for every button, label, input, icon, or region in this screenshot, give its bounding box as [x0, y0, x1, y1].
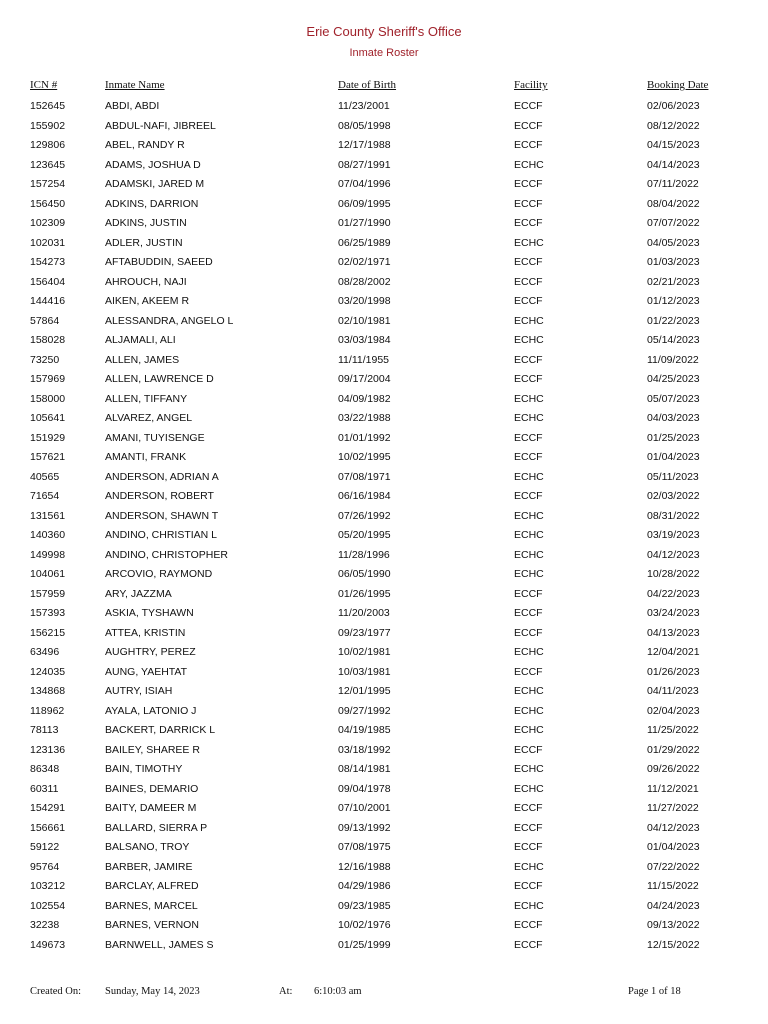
cell-booking-date: 01/22/2023 [647, 314, 700, 327]
cell-booking-date: 08/12/2022 [647, 119, 700, 132]
table-row [0, 799, 768, 819]
column-header-name: Inmate Name [105, 79, 165, 91]
table-row [0, 253, 768, 273]
table-row [0, 156, 768, 176]
cell-booking-date: 04/24/2023 [647, 899, 700, 912]
cell-date-of-birth: 04/19/1985 [338, 724, 391, 736]
cell-facility: ECCF [514, 217, 543, 229]
cell-inmate-name: ADKINS, JUSTIN [105, 217, 187, 229]
table-row [0, 175, 768, 195]
cell-inmate-name: BAITY, DAMEER M [105, 802, 197, 814]
cell-inmate-name: BARNES, VERNON [105, 919, 199, 931]
cell-booking-date: 11/15/2022 [647, 880, 699, 892]
table-row [0, 565, 768, 585]
cell-facility: ECCF [514, 802, 543, 814]
table-row [0, 409, 768, 429]
cell-booking-date: 11/12/2021 [647, 782, 699, 795]
cell-date-of-birth: 02/02/1971 [338, 256, 391, 268]
cell-facility: ECCF [514, 275, 543, 288]
table-row [0, 370, 768, 390]
cell-booking-date: 02/06/2023 [647, 100, 700, 112]
cell-booking-date: 04/05/2023 [647, 236, 700, 249]
cell-date-of-birth: 07/10/2001 [338, 802, 391, 814]
cell-facility: ECHC [514, 763, 544, 775]
cell-booking-date: 07/11/2022 [647, 178, 699, 190]
cell-facility: ECHC [514, 470, 544, 483]
cell-icn: 155902 [30, 119, 66, 132]
cell-facility: ECCF [514, 100, 543, 112]
cell-booking-date: 02/03/2022 [647, 490, 700, 502]
cell-icn: 60311 [30, 782, 59, 795]
cell-inmate-name: BACKERT, DARRICK L [105, 724, 216, 736]
table-row [0, 390, 768, 410]
cell-booking-date: 05/11/2023 [647, 470, 699, 483]
cell-inmate-name: ADAMS, JOSHUA D [105, 158, 201, 171]
cell-date-of-birth: 03/03/1984 [338, 334, 391, 346]
cell-inmate-name: BARNWELL, JAMES S [105, 938, 214, 951]
cell-booking-date: 10/28/2022 [647, 568, 700, 580]
cell-facility: ECHC [514, 646, 544, 658]
cell-inmate-name: ADLER, JUSTIN [105, 236, 183, 249]
cell-inmate-name: AUTRY, ISIAH [105, 685, 173, 697]
table-row [0, 117, 768, 137]
page-number: Page 1 of 18 [628, 986, 681, 997]
cell-booking-date: 05/07/2023 [647, 392, 700, 405]
cell-booking-date: 01/04/2023 [647, 841, 700, 853]
table-row [0, 604, 768, 624]
cell-date-of-birth: 01/25/1999 [338, 938, 391, 951]
cell-facility: ECCF [514, 451, 543, 463]
cell-booking-date: 03/19/2023 [647, 529, 700, 541]
cell-icn: 152645 [30, 100, 66, 112]
cell-booking-date: 04/12/2023 [647, 821, 700, 834]
cell-icn: 102554 [30, 899, 66, 912]
cell-facility: ECCF [514, 178, 543, 190]
cell-icn: 104061 [30, 568, 66, 580]
cell-date-of-birth: 12/01/1995 [338, 685, 391, 697]
cell-facility: ECCF [514, 197, 543, 210]
table-row [0, 936, 768, 956]
cell-facility: ECHC [514, 412, 544, 424]
cell-facility: ECCF [514, 587, 543, 600]
cell-date-of-birth: 08/28/2002 [338, 275, 391, 288]
cell-date-of-birth: 09/23/1977 [338, 626, 391, 639]
cell-icn: 40565 [30, 470, 60, 483]
cell-facility: ECCF [514, 743, 543, 756]
cell-icn: 156450 [30, 197, 66, 210]
cell-date-of-birth: 10/02/1976 [338, 919, 391, 931]
cell-inmate-name: ADAMSKI, JARED M [105, 178, 205, 190]
cell-icn: 151929 [30, 431, 66, 444]
cell-date-of-birth: 04/09/1982 [338, 392, 391, 405]
cell-date-of-birth: 02/10/1981 [338, 314, 391, 327]
cell-icn: 158028 [30, 334, 66, 346]
cell-date-of-birth: 10/02/1981 [338, 646, 391, 658]
cell-icn: 123136 [30, 743, 66, 756]
cell-inmate-name: BALLARD, SIERRA P [105, 821, 208, 834]
cell-inmate-name: AMANI, TUYISENGE [105, 431, 205, 444]
cell-facility: ECCF [514, 490, 543, 502]
cell-booking-date: 04/22/2023 [647, 587, 700, 600]
cell-facility: ECHC [514, 334, 544, 346]
roster-table [0, 97, 768, 955]
cell-icn: 73250 [30, 353, 60, 366]
table-row [0, 897, 768, 917]
cell-date-of-birth: 10/02/1995 [338, 451, 391, 463]
cell-icn: 78113 [30, 724, 59, 736]
cell-icn: 123645 [30, 158, 66, 171]
cell-date-of-birth: 11/20/2003 [338, 607, 390, 619]
cell-date-of-birth: 05/20/1995 [338, 529, 391, 541]
cell-booking-date: 12/15/2022 [647, 938, 700, 951]
table-row [0, 663, 768, 683]
cell-inmate-name: ABDI, ABDI [105, 100, 160, 112]
table-row [0, 507, 768, 527]
cell-icn: 157959 [30, 587, 66, 600]
cell-icn: 63496 [30, 646, 60, 658]
cell-facility: ECHC [514, 158, 544, 171]
cell-date-of-birth: 08/05/1998 [338, 119, 391, 132]
table-row [0, 526, 768, 546]
cell-inmate-name: ASKIA, TYSHAWN [105, 607, 194, 619]
cell-booking-date: 09/13/2022 [647, 919, 700, 931]
table-row [0, 312, 768, 332]
cell-inmate-name: ADKINS, DARRION [105, 197, 199, 210]
cell-facility: ECHC [514, 548, 544, 561]
cell-booking-date: 04/12/2023 [647, 548, 700, 561]
cell-facility: ECHC [514, 236, 544, 249]
cell-icn: 157393 [30, 607, 66, 619]
cell-inmate-name: AMANTI, FRANK [105, 451, 187, 463]
cell-facility: ECHC [514, 392, 544, 405]
cell-facility: ECHC [514, 724, 544, 736]
cell-booking-date: 04/15/2023 [647, 139, 700, 151]
cell-icn: 157254 [30, 178, 66, 190]
cell-booking-date: 02/04/2023 [647, 704, 700, 717]
cell-facility: ECHC [514, 685, 544, 697]
cell-inmate-name: BAILEY, SHAREE R [105, 743, 200, 756]
cell-icn: 156215 [30, 626, 66, 639]
table-row [0, 643, 768, 663]
cell-date-of-birth: 12/16/1988 [338, 860, 391, 873]
cell-inmate-name: AHROUCH, NAJI [105, 275, 187, 288]
column-header-booking-date: Booking Date [647, 79, 709, 91]
cell-inmate-name: ALJAMALI, ALI [105, 334, 176, 346]
cell-facility: ECCF [514, 938, 543, 951]
cell-inmate-name: ABDUL-NAFI, JIBREEL [105, 119, 216, 132]
cell-booking-date: 07/22/2022 [647, 860, 700, 873]
cell-booking-date: 09/26/2022 [647, 763, 700, 775]
cell-inmate-name: AYALA, LATONIO J [105, 704, 197, 717]
cell-icn: 156661 [30, 821, 66, 834]
cell-inmate-name: ATTEA, KRISTIN [105, 626, 186, 639]
cell-date-of-birth: 01/01/1992 [338, 431, 391, 444]
cell-date-of-birth: 09/04/1978 [338, 782, 391, 795]
table-row [0, 429, 768, 449]
cell-date-of-birth: 08/27/1991 [338, 158, 391, 171]
table-row [0, 760, 768, 780]
cell-facility: ECHC [514, 529, 544, 541]
cell-facility: ECCF [514, 919, 543, 931]
cell-facility: ECCF [514, 353, 543, 366]
cell-facility: ECCF [514, 880, 543, 892]
cell-facility: ECCF [514, 626, 543, 639]
cell-icn: 32238 [30, 919, 60, 931]
cell-date-of-birth: 01/27/1990 [338, 217, 391, 229]
cell-inmate-name: BAIN, TIMOTHY [105, 763, 183, 775]
table-row [0, 97, 768, 117]
cell-icn: 149673 [30, 938, 66, 951]
cell-date-of-birth: 09/13/1992 [338, 821, 391, 834]
cell-icn: 154291 [30, 802, 66, 814]
table-row [0, 702, 768, 722]
cell-date-of-birth: 01/26/1995 [338, 587, 391, 600]
table-row [0, 916, 768, 936]
cell-inmate-name: ABEL, RANDY R [105, 139, 185, 151]
cell-inmate-name: AFTABUDDIN, SAEED [105, 256, 213, 268]
cell-inmate-name: ANDINO, CHRISTOPHER [105, 548, 228, 561]
cell-booking-date: 02/21/2023 [647, 275, 700, 288]
report-title: Erie County Sheriff's Office [306, 24, 462, 39]
table-row [0, 273, 768, 293]
table-row [0, 136, 768, 156]
cell-icn: 86348 [30, 763, 60, 775]
cell-inmate-name: ARCOVIO, RAYMOND [105, 568, 213, 580]
cell-date-of-birth: 03/20/1998 [338, 295, 391, 307]
cell-icn: 102031 [30, 236, 66, 249]
table-row [0, 721, 768, 741]
cell-inmate-name: BARCLAY, ALFRED [105, 880, 199, 892]
table-row [0, 195, 768, 215]
cell-booking-date: 04/03/2023 [647, 412, 700, 424]
cell-booking-date: 11/09/2022 [647, 353, 699, 366]
table-row [0, 546, 768, 566]
cell-icn: 134868 [30, 685, 66, 697]
cell-booking-date: 04/11/2023 [647, 685, 699, 697]
cell-icn: 57864 [30, 314, 60, 327]
cell-date-of-birth: 09/27/1992 [338, 704, 391, 717]
cell-facility: ECCF [514, 821, 543, 834]
cell-inmate-name: BARNES, MARCEL [105, 899, 198, 912]
cell-booking-date: 04/25/2023 [647, 373, 700, 385]
cell-facility: ECHC [514, 704, 544, 717]
cell-icn: 129806 [30, 139, 66, 151]
table-row [0, 468, 768, 488]
cell-icn: 149998 [30, 548, 66, 561]
cell-facility: ECHC [514, 568, 544, 580]
cell-date-of-birth: 04/29/1986 [338, 880, 391, 892]
footer-created-label: Created On: [30, 986, 82, 997]
cell-icn: 95764 [30, 860, 60, 873]
cell-date-of-birth: 06/16/1984 [338, 490, 391, 502]
cell-booking-date: 01/04/2023 [647, 451, 700, 463]
cell-booking-date: 12/04/2021 [647, 646, 700, 658]
cell-inmate-name: BALSANO, TROY [105, 841, 190, 853]
cell-date-of-birth: 03/22/1988 [338, 412, 391, 424]
table-row [0, 331, 768, 351]
cell-date-of-birth: 10/03/1981 [338, 665, 391, 678]
cell-inmate-name: BAINES, DEMARIO [105, 782, 199, 795]
cell-icn: 103212 [30, 880, 66, 892]
cell-date-of-birth: 11/23/2001 [338, 100, 390, 112]
cell-booking-date: 04/14/2023 [647, 158, 700, 171]
cell-booking-date: 01/12/2023 [647, 295, 700, 307]
cell-icn: 71654 [30, 490, 60, 502]
cell-date-of-birth: 07/08/1975 [338, 841, 391, 853]
cell-booking-date: 01/25/2023 [647, 431, 700, 444]
cell-facility: ECCF [514, 139, 543, 151]
cell-date-of-birth: 07/04/1996 [338, 178, 391, 190]
column-header-icn: ICN # [30, 79, 58, 91]
table-row [0, 624, 768, 644]
cell-booking-date: 11/27/2022 [647, 802, 699, 814]
footer-created-date: Sunday, May 14, 2023 [105, 986, 200, 997]
cell-icn: 156404 [30, 275, 66, 288]
table-row [0, 682, 768, 702]
column-header-facility: Facility [514, 79, 548, 91]
table-row [0, 780, 768, 800]
table-row [0, 448, 768, 468]
cell-booking-date: 01/29/2022 [647, 743, 700, 756]
cell-facility: ECHC [514, 782, 544, 795]
cell-icn: 144416 [30, 295, 66, 307]
cell-inmate-name: ALLEN, TIFFANY [105, 392, 188, 405]
cell-icn: 118962 [30, 704, 65, 717]
cell-date-of-birth: 07/08/1971 [338, 470, 391, 483]
cell-inmate-name: AUGHTRY, PEREZ [105, 646, 196, 658]
cell-inmate-name: ANDERSON, ADRIAN A [105, 470, 219, 483]
cell-icn: 124035 [30, 665, 66, 678]
cell-date-of-birth: 11/28/1996 [338, 548, 390, 561]
cell-facility: ECCF [514, 665, 543, 678]
cell-facility: ECHC [514, 314, 544, 327]
cell-icn: 158000 [30, 392, 66, 405]
cell-icn: 131561 [30, 509, 66, 522]
cell-booking-date: 04/13/2023 [647, 626, 700, 639]
table-row [0, 351, 768, 371]
cell-booking-date: 11/25/2022 [647, 724, 699, 736]
cell-icn: 140360 [30, 529, 66, 541]
cell-facility: ECCF [514, 607, 543, 619]
cell-inmate-name: ARY, JAZZMA [105, 587, 172, 600]
cell-booking-date: 01/03/2023 [647, 256, 700, 268]
cell-booking-date: 01/26/2023 [647, 665, 700, 678]
table-row [0, 487, 768, 507]
cell-facility: ECHC [514, 899, 544, 912]
table-row [0, 877, 768, 897]
cell-inmate-name: AUNG, YAEHTAT [105, 665, 188, 678]
cell-icn: 59122 [30, 841, 60, 853]
cell-icn: 157969 [30, 373, 66, 385]
cell-date-of-birth: 03/18/1992 [338, 743, 391, 756]
cell-icn: 154273 [30, 256, 66, 268]
cell-facility: ECCF [514, 373, 543, 385]
table-row [0, 292, 768, 312]
cell-facility: ECCF [514, 841, 543, 853]
cell-booking-date: 08/04/2022 [647, 197, 700, 210]
cell-inmate-name: AIKEN, AKEEM R [105, 295, 190, 307]
table-row [0, 214, 768, 234]
cell-facility: ECHC [514, 509, 544, 522]
cell-inmate-name: ANDERSON, ROBERT [105, 490, 214, 502]
footer-time: 6:10:03 am [314, 986, 362, 997]
cell-booking-date: 08/31/2022 [647, 509, 700, 522]
cell-date-of-birth: 06/09/1995 [338, 197, 391, 210]
cell-facility: ECHC [514, 860, 544, 873]
cell-facility: ECCF [514, 431, 543, 444]
cell-date-of-birth: 12/17/1988 [338, 139, 391, 151]
cell-icn: 105641 [30, 412, 66, 424]
footer-at-label: At: [279, 986, 293, 997]
cell-inmate-name: ANDERSON, SHAWN T [105, 509, 219, 522]
cell-facility: ECCF [514, 256, 543, 268]
cell-date-of-birth: 07/26/1992 [338, 509, 391, 522]
cell-date-of-birth: 06/05/1990 [338, 568, 391, 580]
table-row [0, 585, 768, 605]
column-header-dob: Date of Birth [338, 79, 397, 91]
cell-date-of-birth: 09/23/1985 [338, 899, 391, 912]
cell-date-of-birth: 11/11/1955 [338, 353, 389, 366]
cell-inmate-name: ANDINO, CHRISTIAN L [105, 529, 218, 541]
cell-inmate-name: ALLEN, LAWRENCE D [105, 373, 214, 385]
table-row [0, 858, 768, 878]
cell-facility: ECCF [514, 295, 543, 307]
cell-icn: 102309 [30, 217, 66, 229]
cell-facility: ECCF [514, 119, 543, 132]
table-row [0, 234, 768, 254]
table-row [0, 741, 768, 761]
cell-date-of-birth: 09/17/2004 [338, 373, 391, 385]
cell-inmate-name: BARBER, JAMIRE [105, 860, 193, 873]
cell-inmate-name: ALVAREZ, ANGEL [105, 412, 193, 424]
cell-booking-date: 03/24/2023 [647, 607, 700, 619]
cell-date-of-birth: 06/25/1989 [338, 236, 391, 249]
cell-booking-date: 07/07/2022 [647, 217, 700, 229]
cell-date-of-birth: 08/14/1981 [338, 763, 391, 775]
cell-booking-date: 05/14/2023 [647, 334, 700, 346]
table-row [0, 819, 768, 839]
report-subtitle: Inmate Roster [349, 47, 419, 59]
table-row [0, 838, 768, 858]
cell-inmate-name: ALESSANDRA, ANGELO L [105, 314, 234, 327]
cell-icn: 157621 [30, 451, 66, 463]
cell-inmate-name: ALLEN, JAMES [105, 353, 180, 366]
